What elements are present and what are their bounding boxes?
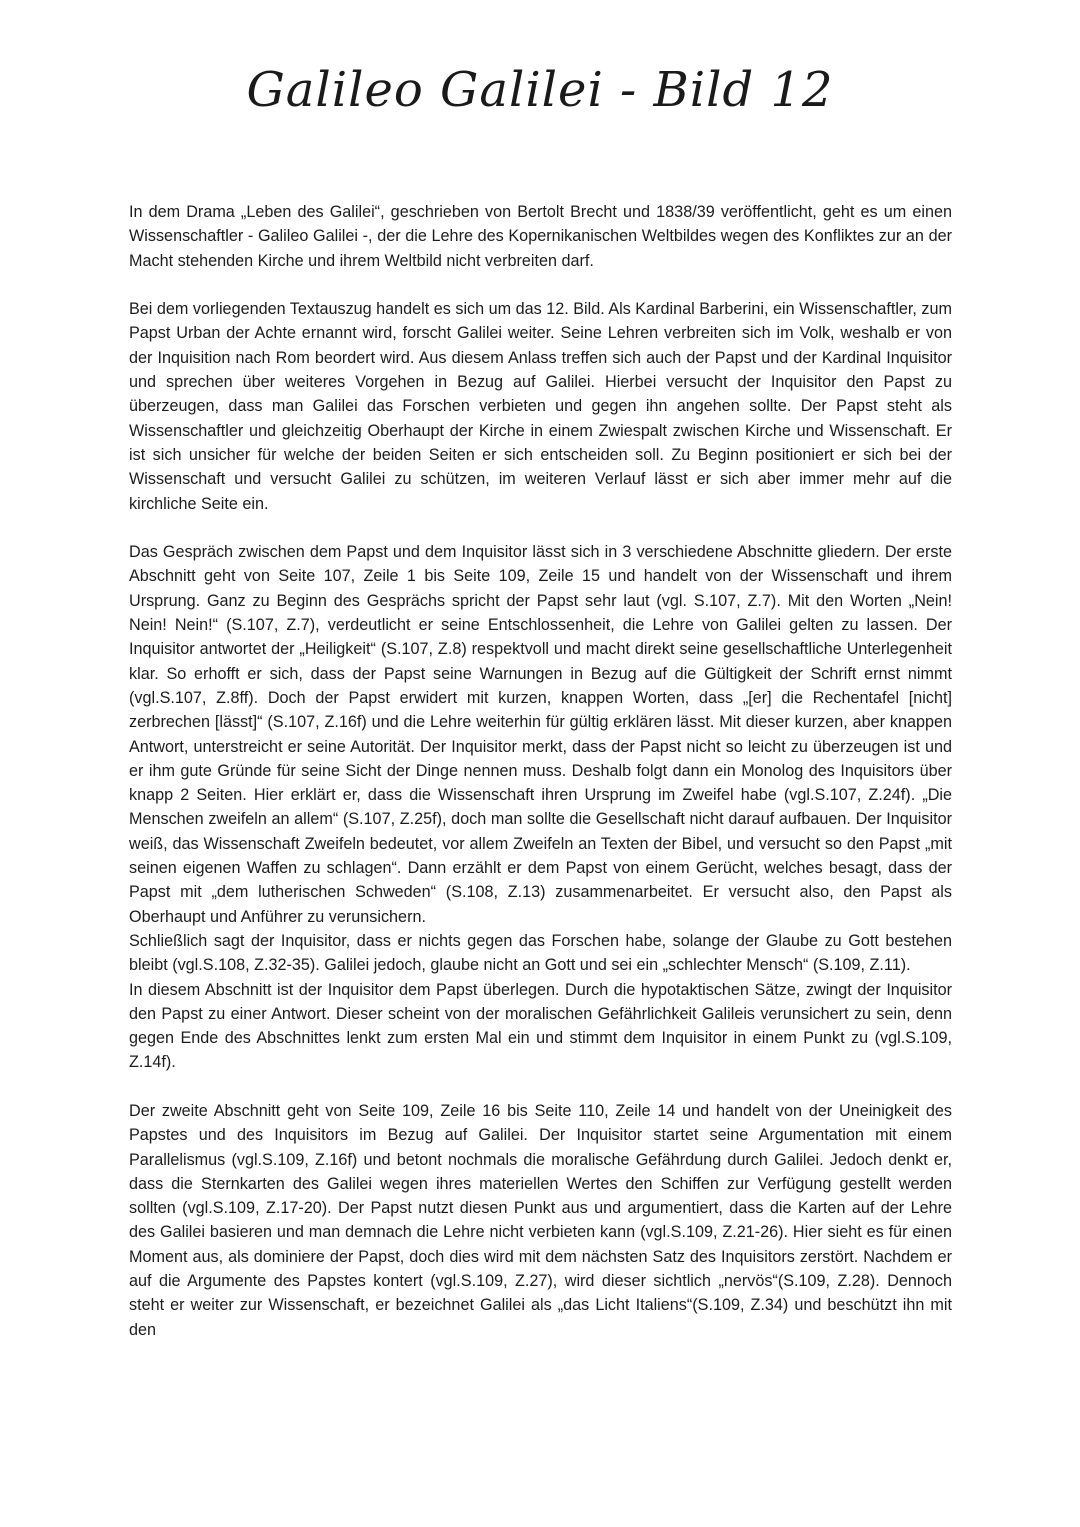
document-title: Galileo Galilei - Bild 12 [246,62,834,118]
paragraph-section-one-summary: In diesem Abschnitt ist der Inquisitor dem Papst überlegen. Durch die hypotaktischen Sätze, zwingt der Inquisitor den Papst zu einer Antwort. Dieser scheint von der moralischen Gefährlichkeit Galileis verunsichert zu sein, denn gegen Ende des Abschnittes lenkt zum ersten Mal ein und stimmt dem Inquisitor in einem Punkt zu (vgl.S.109, Z.14f). [129,980,952,1072]
paragraph-context: Bei dem vorliegenden Textauszug handelt es sich um das 12. Bild. Als Kardinal Barberini, ein Wissenschaftler, zum Papst Urban der Achte ernannt wird, forscht Galilei weiter. Seine Lehren verbreiten sich im Volk, weshalb er von der Inquisition nach Rom beordert wird. Aus diesem Anlass treffen sich auch der Papst und der Kardinal Inquisitor und sprechen über weiteres Vorgehen in Bezug auf Galilei. Hierbei versucht der Inquisitor den Papst zu überzeugen, dass man Galilei das Forschen verbieten und gegen ihn angehen sollte. Der Papst steht als Wissenschaftler und gleichzeitig Oberhaupt der Kirche in einem Zwiespalt zwischen Kirche und Wissenschaft. Er ist sich unsicher für welche der beiden Seiten er sich entscheiden soll. Zu Beginn positioniert er sich bei der Wissenschaft und versucht Galilei zu schützen, im weiteren Verlauf lässt er sich aber immer mehr auf die kirchliche Seite ein. [129,300,952,513]
document-body [129,200,952,1342]
paragraph-section-two: Der zweite Abschnitt geht von Seite 109, Zeile 16 bis Seite 110, Zeile 14 und handelt von der Uneinigkeit des Papstes und des Inquisitors im Bezug auf Galilei. Der Inquisitor startet seine Argumentation mit einem Parallelismus (vgl.S.109, Z.16f) und betont nochmals die moralische Gefährdung durch Galilei. Jedoch denkt er, dass die Sternkarten des Galilei wegen ihres materiellen Wertes den Schiffen zur Verfügung gestellt werden sollten (vgl.S.109, Z.17-20). Der Papst nutzt diesen Punkt aus und argumentiert, dass die Karten auf der Lehre des Galilei basieren und man demnach die Lehre nicht verbieten kann (vgl.S.109, Z.21-26). Hier sieht es für einen Moment aus, als dominiere der Papst, doch dies wird mit dem nächsten Satz des Inquisitors zerstört. Nachdem er auf die Argumente des Papstes kontert (vgl.S.109, Z.27), wird dieser sichtlich „nervös“(S.109, Z.28). Dennoch steht er weiter zur Wissenschaft, er bezeichnet Galilei als „das Licht Italiens“(S.109, Z.34) und beschützt ihn mit den [129,1101,952,1339]
paragraph-introduction: In dem Drama „Leben des Galilei“, geschrieben von Bertolt Brecht und 1838/39 veröffentlicht, geht es um einen Wissenschaftler - Galileo Galilei -, der die Lehre des Kopernikanischen Weltbildes wegen des Konfliktes zur an der Macht stehenden Kirche und ihrem Weltbild nicht verbreiten darf. [129,203,952,270]
paragraph-section-one: Das Gespräch zwischen dem Papst und dem Inquisitor lässt sich in 3 verschiedene Abschnitte gliedern. Der erste Abschnitt geht von Seite 107, Zeile 1 bis Seite 109, Zeile 15 und handelt von der Wissenschaft und ihrem Ursprung. Ganz zu Beginn des Gesprächs spricht der Papst sehr laut (vgl. S.107, Z.7). Mit den Worten „Nein! Nein! Nein!“ (S.107, Z.7), verdeutlicht er seine Entschlossenheit, die Lehre von Galilei gelten zu lassen. Der Inquisitor antwortet der „Heiligkeit“ (S.107, Z.8) respektvoll und macht direkt seine gesellschaftliche Unterlegenheit klar. So erhofft er sich, dass der Papst seine Warnungen in Bezug auf die Gültigkeit der Schrift ernst nimmt (vgl.S.107, Z.8ff). Doch der Papst erwidert mit kurzen, knappen Worten, dass „[er] die Rechentafel [nicht] zerbrechen [lässt]“ (S.107, Z.16f) und die Lehre weiterhin für gültig erklären lässt. Mit dieser kurzen, aber knappen Antwort, unterstreicht er seine Autorität. Der Inquisitor merkt, dass der Papst nicht so leicht zu überzeugen ist und er ihm gute Gründe für seine Sicht der Dinge nennen muss. Deshalb folgt dann ein Monolog des Inquisitors über knapp 2 Seiten. Hier erklärt er, dass die Wissenschaft ihren Ursprung im Zweifel habe (vgl.S.107, Z.24f). „Die Menschen zweifeln an allem“ (S.107, Z.25f), doch man sollte die Gesellschaft nicht darauf aufbauen. Der Inquisitor weiß, das Wissenschaft Zweifeln bedeutet, vor allem Zweifeln an Texten der Bibel, und versucht so den Papst „mit seinen eigenen Waffen zu schlagen“. Dann erzählt er dem Papst von einem Gerücht, welches besagt, dass der Papst mit „dem lutherischen Schweden“ (S.108, Z.13) zusammenarbeitet. Er versucht also, den Papst als Oberhaupt und Anführer zu verunsichern. [129,543,952,926]
paragraph-section-one-conclusion: Schließlich sagt der Inquisitor, dass er nichts gegen das Forschen habe, solange der Glaube zu Gott bestehen bleibt (vgl.S.108, Z.32-35). Galilei jedoch, glaube nicht an Gott und sei ein „schlechter Mensch“ (S.109, Z.11). [129,931,952,975]
